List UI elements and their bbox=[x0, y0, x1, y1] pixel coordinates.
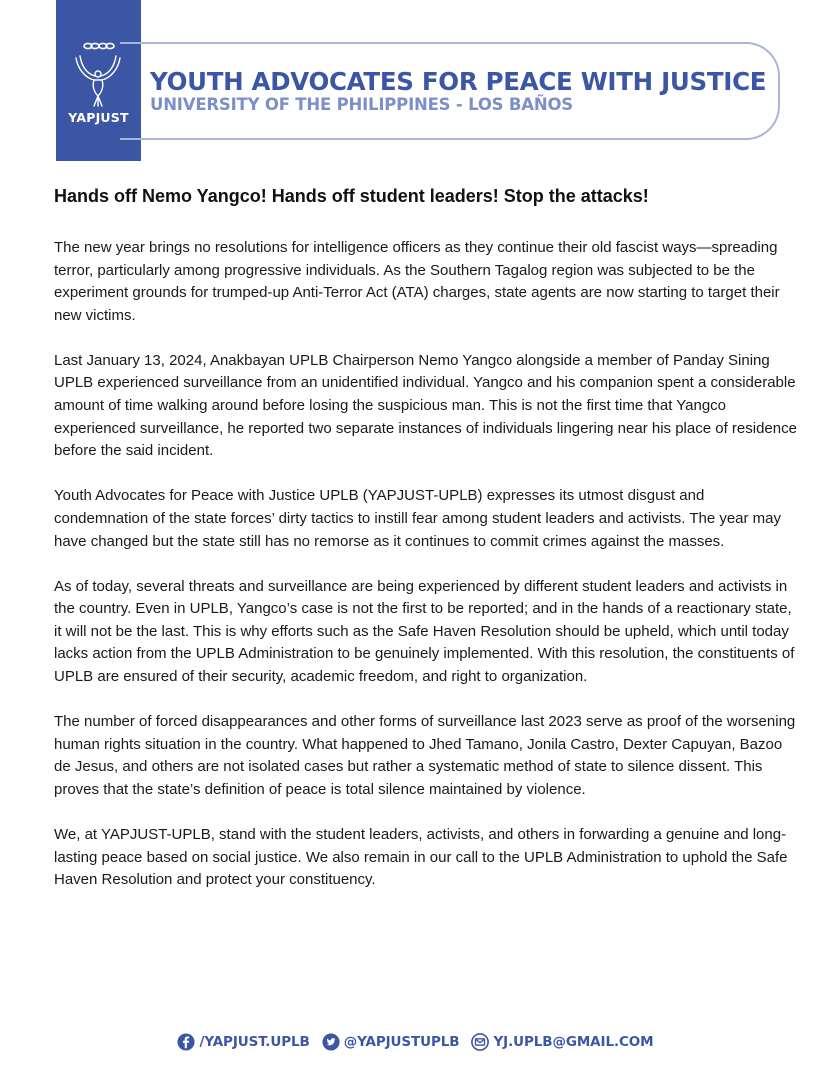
contact-footer bbox=[0, 1031, 831, 1053]
facebook-handle: /YAPJUST.UPLB bbox=[199, 1034, 310, 1050]
statement-headline: Hands off Nemo Yangco! Hands off student leaders! Stop the attacks! bbox=[54, 186, 649, 206]
dove-icon bbox=[68, 40, 128, 110]
university-subtitle: UNIVERSITY OF THE PHILIPPINES - LOS BAÑOS bbox=[150, 95, 573, 114]
twitter-handle: @YAPJUSTUPLB bbox=[343, 1034, 460, 1050]
paragraph: We, at YAPJUST-UPLB, stand with the student leaders, activists, and others in forwarding a genuine and long-lasting peace based on social justice. We also remain in our call to the UPLB Administration to uphold the Safe Haven Resolution and protect your constituency. bbox=[54, 825, 788, 889]
logo-text: YAPJUST bbox=[68, 110, 129, 125]
paragraph: The new year brings no resolutions for intelligence officers as they continue their old fascist ways—spreading terror, particularly among progressive individuals. As the Southern Tagalog region was subjected to be the experiment grounds for trumped-up Anti-Terror Act (ATA) charges, state agents are now starting to target their new victims. bbox=[54, 239, 780, 324]
paragraph: As of today, several threats and surveillance are being experienced by different student leaders and activists in the country. Even in UPLB, Yangco’s case is not the first to be reported; and in the hands of a reactionary state, it will not be the last. This is why efforts such as the Safe Haven Resolution should be upheld, which until today lacks action from the UPLB Administration to be genuinely implemented. With this resolution, the constituents of UPLB are ensured of their security, academic freedom, and right to organization. bbox=[54, 577, 795, 685]
paragraph: Last January 13, 2024, Anakbayan UPLB Chairperson Nemo Yangco alongside a member of Panday Sining UPLB experienced surveillance from an unidentified individual. Yangco and his companion spent a considerable amount of time walking around before losing the suspicious man. This is not the first time that Yangco experienced surveillance, he reported two separate instances of individuals lingering near his place of residence before the said incident. bbox=[54, 351, 797, 460]
paragraph: The number of forced disappearances and other forms of surveillance last 2023 serve as proof of the worsening human rights situation in the country. What happened to Jhed Tamano, Jonila Castro, Dexter Capuyan, Bazoo de Jesus, and others are not isolated cases but rather a systematic method of state to silence dissent. This proves that the state’s definition of peace is total silence maintained by violence. bbox=[54, 713, 796, 798]
email-icon bbox=[471, 1033, 489, 1051]
statement-body bbox=[54, 237, 800, 914]
organization-title: YOUTH ADVOCATES FOR PEACE WITH JUSTICE bbox=[150, 67, 767, 96]
facebook-icon bbox=[177, 1033, 195, 1051]
facebook-link[interactable] bbox=[177, 1033, 309, 1051]
twitter-link[interactable] bbox=[322, 1033, 460, 1051]
twitter-icon bbox=[322, 1033, 340, 1051]
email-link[interactable] bbox=[471, 1033, 653, 1051]
email-address: YJ.UPLB@GMAIL.COM bbox=[493, 1034, 654, 1050]
paragraph: Youth Advocates for Peace with Justice UPLB (YAPJUST-UPLB) expresses its utmost disgust and condemnation of the state forces’ dirty tactics to instill fear among student leaders and activists. The year may have changed but the state still has no remorse as it continues to commit crimes against the masses. bbox=[54, 487, 782, 550]
